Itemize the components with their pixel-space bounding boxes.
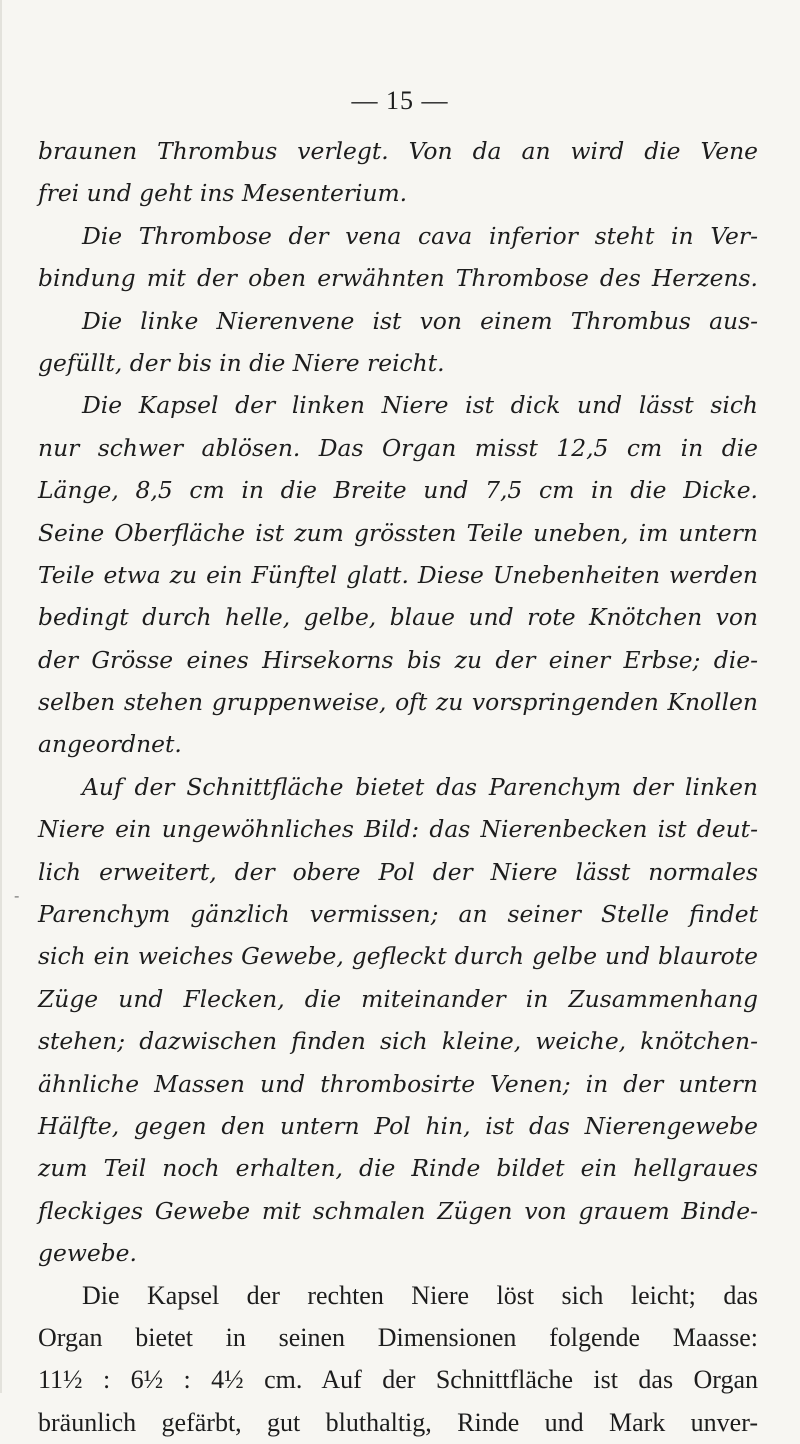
text-line: fleckiges Gewebe mit schmalen Zügen von grauem Binde- — [38, 1196, 758, 1225]
text-line: 11½ : 6½ : 4½ cm. Auf der Schnittfläche ist das Organ — [38, 1365, 758, 1395]
text-line: Züge und Flecken, die miteinander in Zusammenhang — [38, 984, 758, 1013]
text-line: Auf der Schnittfläche bietet das Parenchym der linken — [82, 772, 758, 801]
text-line: ähnliche Massen und thrombosirte Venen; in der untern — [38, 1069, 758, 1098]
text-line: selben stehen gruppenweise, oft zu vorspringenden Knollen — [38, 688, 758, 717]
margin-mark: - — [14, 886, 20, 905]
text-line: Organ bietet in seinen Dimensionen folgende Maasse: — [38, 1322, 758, 1352]
text-line: Parenchym gänzlich vermissen; an seiner Stelle findet — [38, 900, 758, 929]
text-line: gewebe. — [38, 1239, 137, 1268]
text-line: Die Kapsel der linken Niere ist dick und lässt sich — [82, 391, 758, 420]
text-line: zum Teil noch erhalten, die Rinde bildet ein hellgraues — [38, 1154, 758, 1183]
text-line: braunen Thrombus verlegt. Von da an wird die Vene — [38, 137, 758, 165]
text-line: lich erweitert, der obere Pol der Niere lässt normales — [38, 857, 758, 886]
text-line: Teile etwa zu ein Fünftel glatt. Diese Unebenheiten werden — [38, 560, 758, 589]
text-line: Länge, 8,5 cm in die Breite und 7,5 cm in die Dicke. — [38, 476, 758, 505]
page-number: — 15 — — [351, 86, 449, 115]
text-line: nur schwer ablösen. Das Organ misst 12,5 cm in die — [38, 433, 758, 462]
text-line: der Grösse eines Hirsekorns bis zu der einer Erbse; die- — [38, 645, 758, 674]
text-line: gefüllt, der bis in die Niere reicht. — [38, 348, 445, 377]
body-text — [38, 130, 758, 1444]
text-line: sich ein weiches Gewebe, gefleckt durch gelbe und blaurote — [38, 942, 758, 971]
text-line: Niere ein ungewöhnliches Bild: das Nierenbecken ist deut- — [38, 815, 758, 844]
text-line: bindung mit der oben erwähnten Thrombose des Herzens. — [38, 264, 758, 293]
text-line: Die Thrombose der vena cava inferior steht in Ver- — [82, 221, 758, 250]
text-line: bräunlich gefärbt, gut bluthaltig, Rinde und Mark unver- — [38, 1407, 758, 1437]
text-line: Hälfte, gegen den untern Pol hin, ist das Nierengewebe — [38, 1111, 758, 1140]
text-line: Seine Oberfläche ist zum grössten Teile uneben, im untern — [38, 518, 758, 547]
text-line: Die linke Nierenvene ist von einem Thrombus aus- — [82, 306, 758, 335]
text-line: frei und geht ins Mesenterium. — [38, 179, 408, 208]
text-line: Die Kapsel der rechten Niere löst sich leicht; das — [82, 1280, 758, 1310]
scan-edge — [0, 0, 2, 1393]
text-line: angeordnet. — [38, 730, 182, 759]
text-line: bedingt durch helle, gelbe, blaue und rote Knötchen von — [38, 603, 758, 632]
text-line: stehen; dazwischen finden sich kleine, weiche, knötchen- — [38, 1027, 758, 1056]
